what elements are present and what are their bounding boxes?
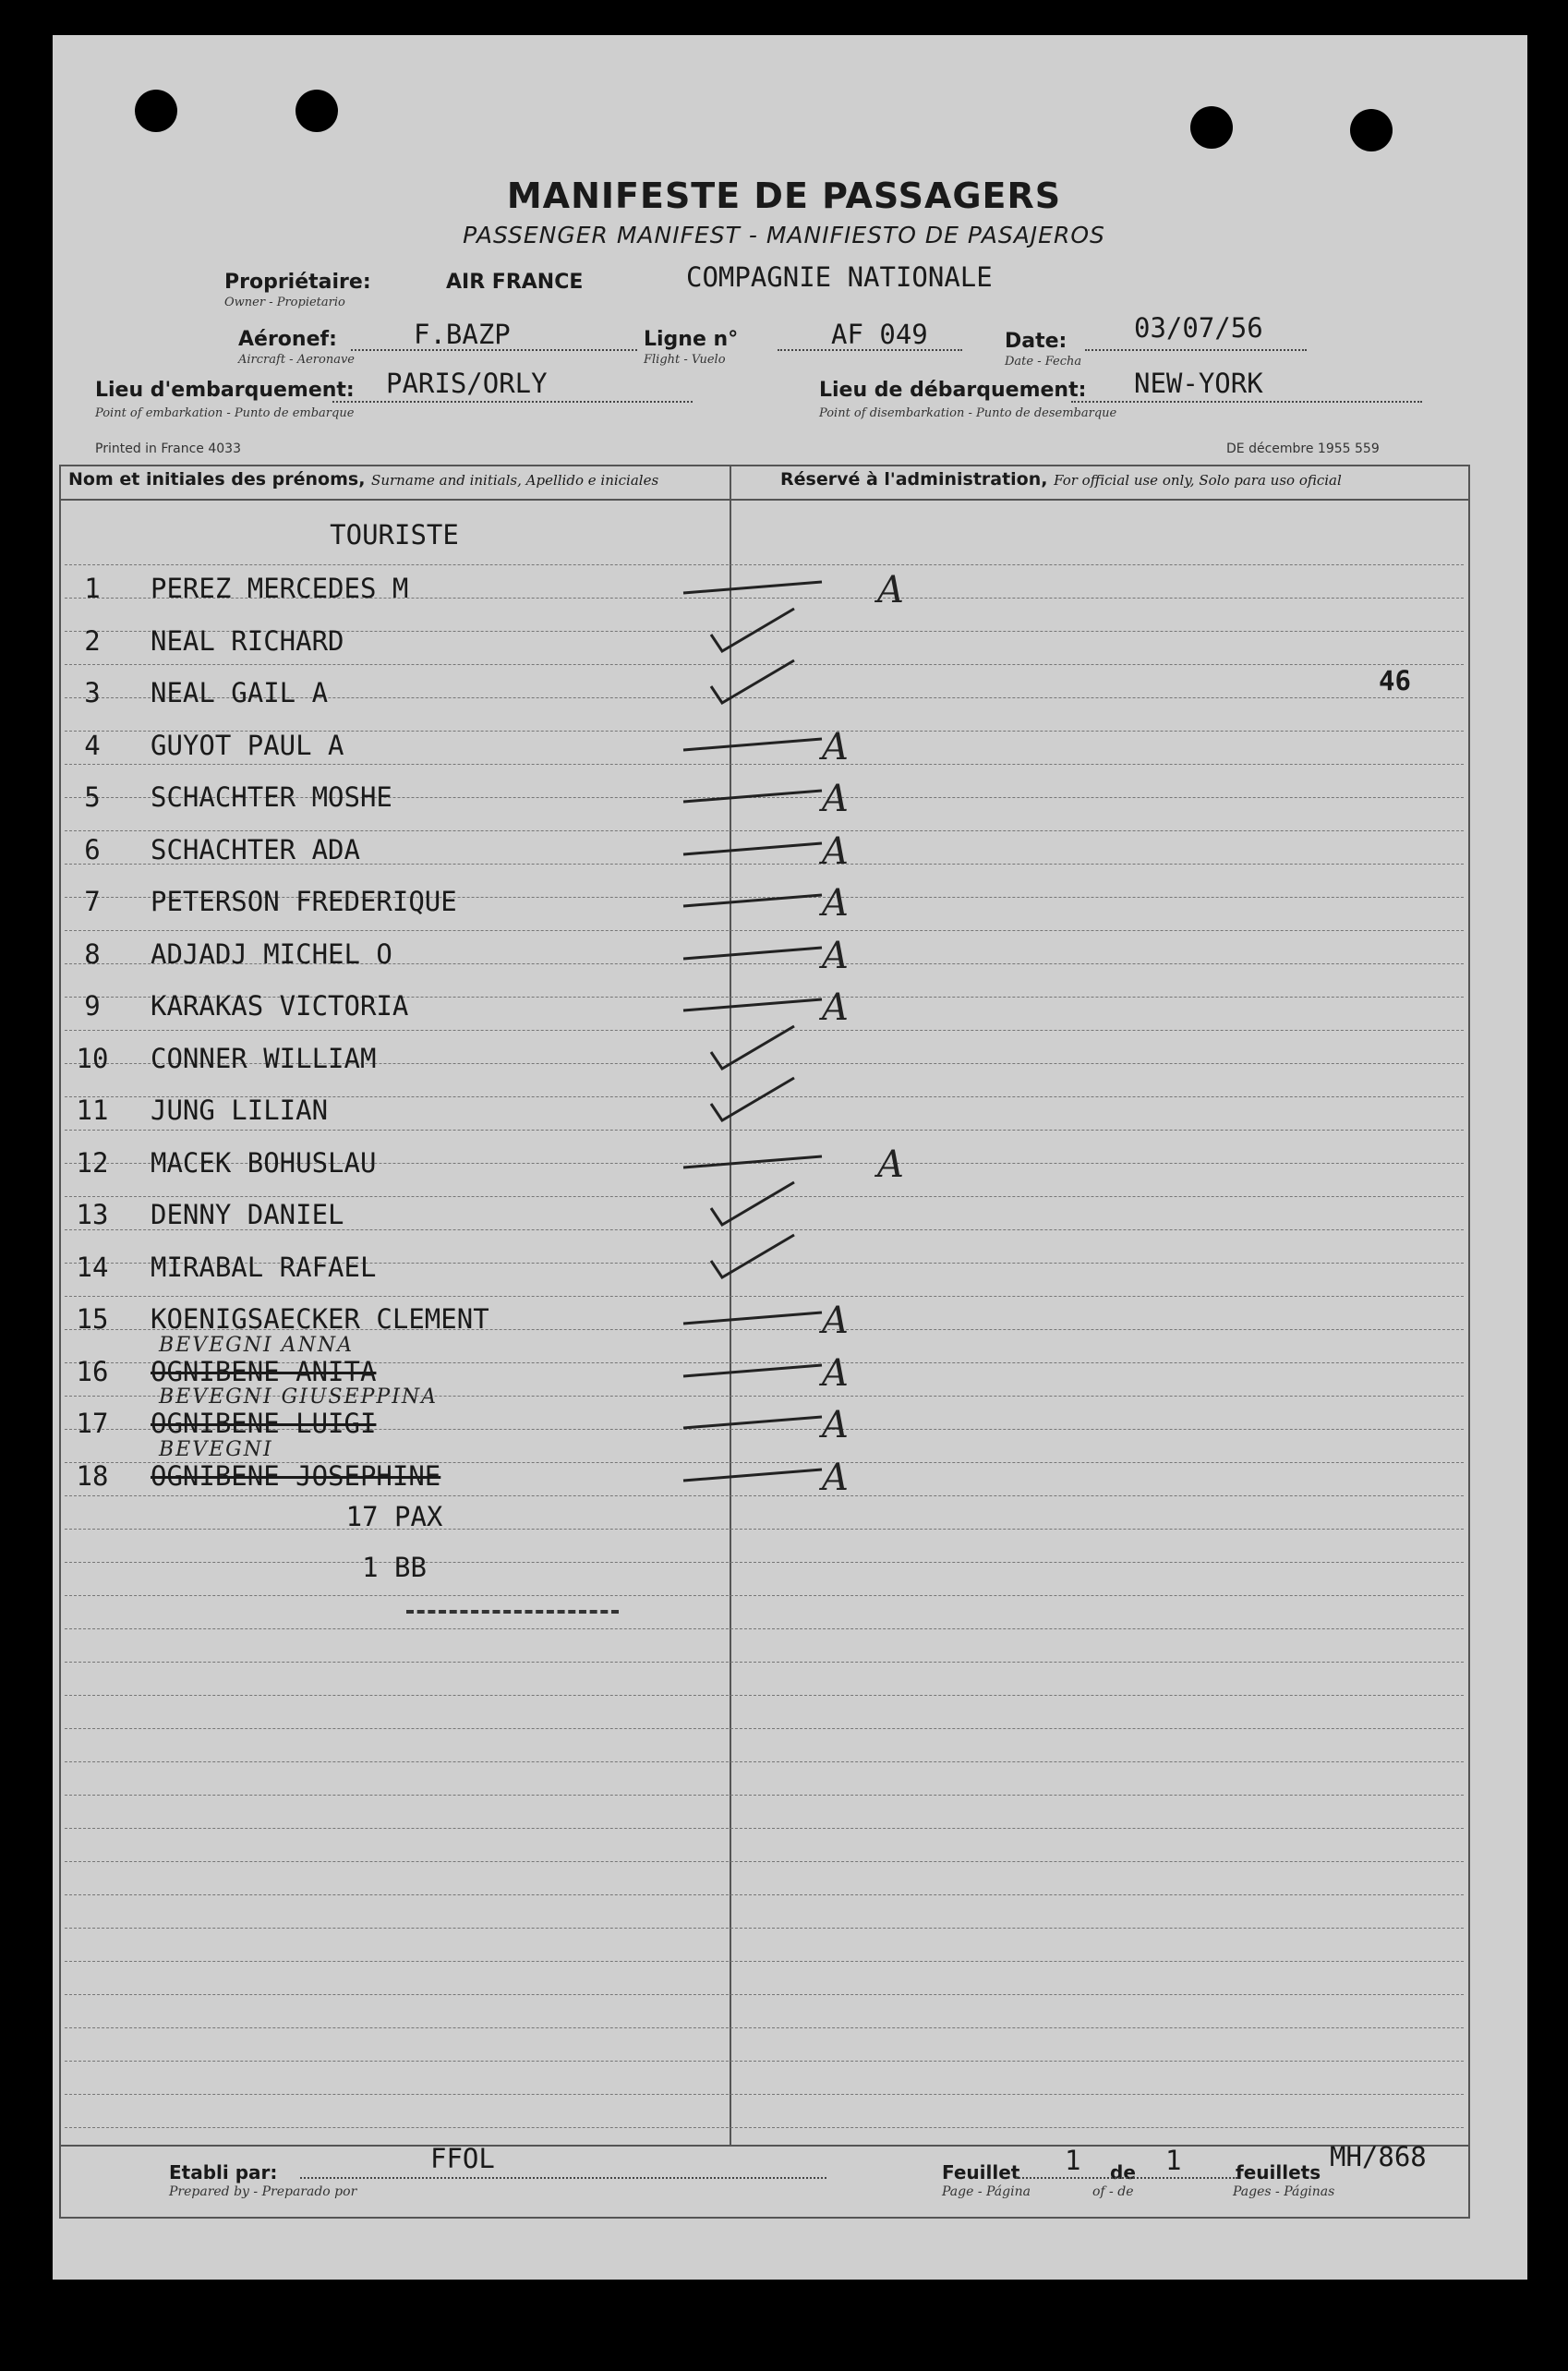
passenger-name: MACEK BOHUSLAU: [151, 1147, 377, 1179]
admin-mark: A: [822, 830, 849, 873]
admin-mark: A: [877, 569, 904, 611]
check-mark: [711, 1078, 794, 1120]
passenger-name: SCHACHTER ADA: [151, 834, 360, 865]
prepared-underline: [300, 2177, 826, 2179]
handwritten-correction: BEVEGNI ANNA: [159, 1334, 354, 1357]
page-underline: [1016, 2177, 1237, 2179]
row-number: 1: [84, 573, 101, 604]
admin-mark: A: [822, 1300, 849, 1342]
check-mark: [711, 609, 794, 651]
row-number: 12: [76, 1147, 109, 1179]
embark-value: PARIS/ORLY: [386, 368, 548, 399]
check-mark: [683, 1470, 822, 1481]
row-number: 8: [84, 938, 101, 970]
passenger-name: DENNY DANIEL: [151, 1199, 344, 1230]
row-number: 10: [76, 1043, 109, 1074]
passenger-name: GUYOT PAUL A: [151, 730, 344, 761]
side-number: 46: [1379, 665, 1411, 696]
embark-label: Lieu d'embarquement:: [95, 379, 355, 402]
owner-value: AIR FRANCE: [446, 271, 584, 294]
passenger-name: KOENIGSAECKER CLEMENT: [151, 1303, 489, 1335]
column-head-names-text: Nom et initiales des prénoms,: [68, 469, 366, 490]
row-number: 15: [76, 1303, 109, 1335]
row-number: 11: [76, 1095, 109, 1126]
row-number: 4: [84, 730, 101, 761]
flight-value: AF 049: [831, 319, 928, 350]
row-number: 5: [84, 781, 101, 813]
flight-label: Ligne n°: [644, 328, 739, 351]
date-sub: Date - Fecha: [1005, 355, 1082, 369]
passenger-name: ADJADJ MICHEL O: [151, 938, 392, 970]
check-mark: [683, 1417, 822, 1428]
aircraft-label: Aéronef:: [238, 328, 337, 351]
flight-sub: Flight - Vuelo: [644, 353, 726, 367]
admin-mark: A: [822, 1352, 849, 1395]
passenger-name: MIRABAL RAFAEL: [151, 1252, 377, 1283]
check-mark: [683, 582, 822, 593]
row-number: 13: [76, 1199, 109, 1230]
of-label: de: [1110, 2161, 1136, 2183]
manifest-subtitle: PASSENGER MANIFEST - MANIFIESTO DE PASAJEROS: [463, 222, 1105, 248]
check-mark: [711, 1026, 794, 1069]
passenger-name: PETERSON FREDERIQUE: [151, 886, 457, 917]
check-mark: [683, 843, 822, 854]
passenger-name: JUNG LILIAN: [151, 1095, 329, 1126]
section-touriste: TOURISTE: [330, 519, 459, 550]
prepared-sub: Prepared by - Preparado por: [169, 2184, 357, 2199]
check-mark: [683, 1313, 822, 1324]
total-bb: 1 BB: [362, 1552, 427, 1583]
row-number: 18: [76, 1460, 109, 1492]
passenger-name: KARAKAS VICTORIA: [151, 990, 409, 1022]
passenger-name: PEREZ MERCEDES M: [151, 573, 409, 604]
page-sub: Page - Página: [942, 2184, 1031, 2199]
of-sub: of - de: [1092, 2184, 1134, 2199]
owner-typed: COMPAGNIE NATIONALE: [686, 261, 993, 293]
check-mark: [683, 948, 822, 959]
form-reference: DE décembre 1955 559: [1226, 442, 1380, 456]
check-mark: [683, 999, 822, 1010]
check-mark: [683, 739, 822, 750]
passenger-name: CONNER WILLIAM: [151, 1043, 377, 1074]
closing-rule: [406, 1610, 619, 1614]
page-value: 1: [1065, 2145, 1081, 2176]
passenger-name: NEAL RICHARD: [151, 625, 344, 657]
prepared-label: Etabli par:: [169, 2161, 278, 2183]
row-number: 3: [84, 677, 101, 708]
check-mark: [683, 1365, 822, 1376]
admin-mark: A: [822, 882, 849, 925]
row-number: 9: [84, 990, 101, 1022]
total-pax: 17 PAX: [345, 1501, 443, 1532]
row-number: 17: [76, 1408, 109, 1439]
printed-note: Printed in France 4033: [95, 442, 241, 456]
check-mark: [711, 1182, 794, 1225]
admin-mark: A: [822, 1457, 849, 1499]
column-head-admin-sub: For official use only, Solo para uso oficial: [1054, 472, 1342, 489]
passenger-name: SCHACHTER MOSHE: [151, 781, 392, 813]
disembark-sub: Point of disembarkation - Punto de desembarque: [819, 406, 1117, 420]
aircraft-sub: Aircraft - Aeronave: [238, 353, 355, 367]
of-value: 1: [1165, 2145, 1182, 2176]
row-number: 16: [76, 1356, 109, 1387]
admin-mark: A: [822, 778, 849, 820]
check-mark: [683, 895, 822, 906]
admin-mark: A: [877, 1143, 904, 1186]
admin-mark: A: [822, 726, 849, 768]
embark-sub: Point of embarkation - Punto de embarque: [95, 406, 355, 420]
date-label: Date:: [1005, 330, 1067, 353]
row-number: 6: [84, 834, 101, 865]
row-number: 14: [76, 1252, 109, 1283]
manifest-title: MANIFESTE DE PASSAGERS: [506, 175, 1062, 216]
reference-value: MH/868: [1330, 2141, 1427, 2172]
handwritten-correction: BEVEGNI GIUSEPPINA: [159, 1385, 439, 1409]
admin-mark: A: [822, 935, 849, 977]
page-label: Feuillet: [942, 2161, 1020, 2183]
row-number: 2: [84, 625, 101, 657]
pages-label: feuillets: [1236, 2161, 1321, 2183]
column-head-admin-text: Réservé à l'administration,: [780, 469, 1048, 490]
row-number: 7: [84, 886, 101, 917]
passenger-name: OGNIBENE JOSEPHINE: [151, 1460, 441, 1492]
check-mark: [711, 1235, 794, 1277]
passenger-name: NEAL GAIL A: [151, 677, 329, 708]
column-head-names-sub: Surname and initials, Apellido e iniciales: [371, 472, 659, 489]
check-mark: [683, 791, 822, 802]
pages-sub: Pages - Páginas: [1233, 2184, 1335, 2199]
disembark-value: NEW-YORK: [1134, 368, 1263, 399]
owner-label: Propriétaire:: [224, 271, 371, 294]
admin-mark: A: [822, 1404, 849, 1446]
admin-mark: A: [822, 986, 849, 1029]
prepared-value: FFOL: [430, 2143, 495, 2174]
disembark-label: Lieu de débarquement:: [819, 379, 1087, 402]
handwritten-correction: BEVEGNI: [159, 1438, 273, 1461]
check-mark: [683, 1156, 822, 1167]
aircraft-value: F.BAZP: [414, 319, 511, 350]
passenger-name: OGNIBENE LUIGI: [151, 1408, 377, 1439]
passenger-name: OGNIBENE ANITA: [151, 1356, 377, 1387]
owner-label-sub: Owner - Propietario: [224, 296, 345, 309]
check-mark: [711, 660, 794, 703]
date-value: 03/07/56: [1134, 312, 1263, 344]
